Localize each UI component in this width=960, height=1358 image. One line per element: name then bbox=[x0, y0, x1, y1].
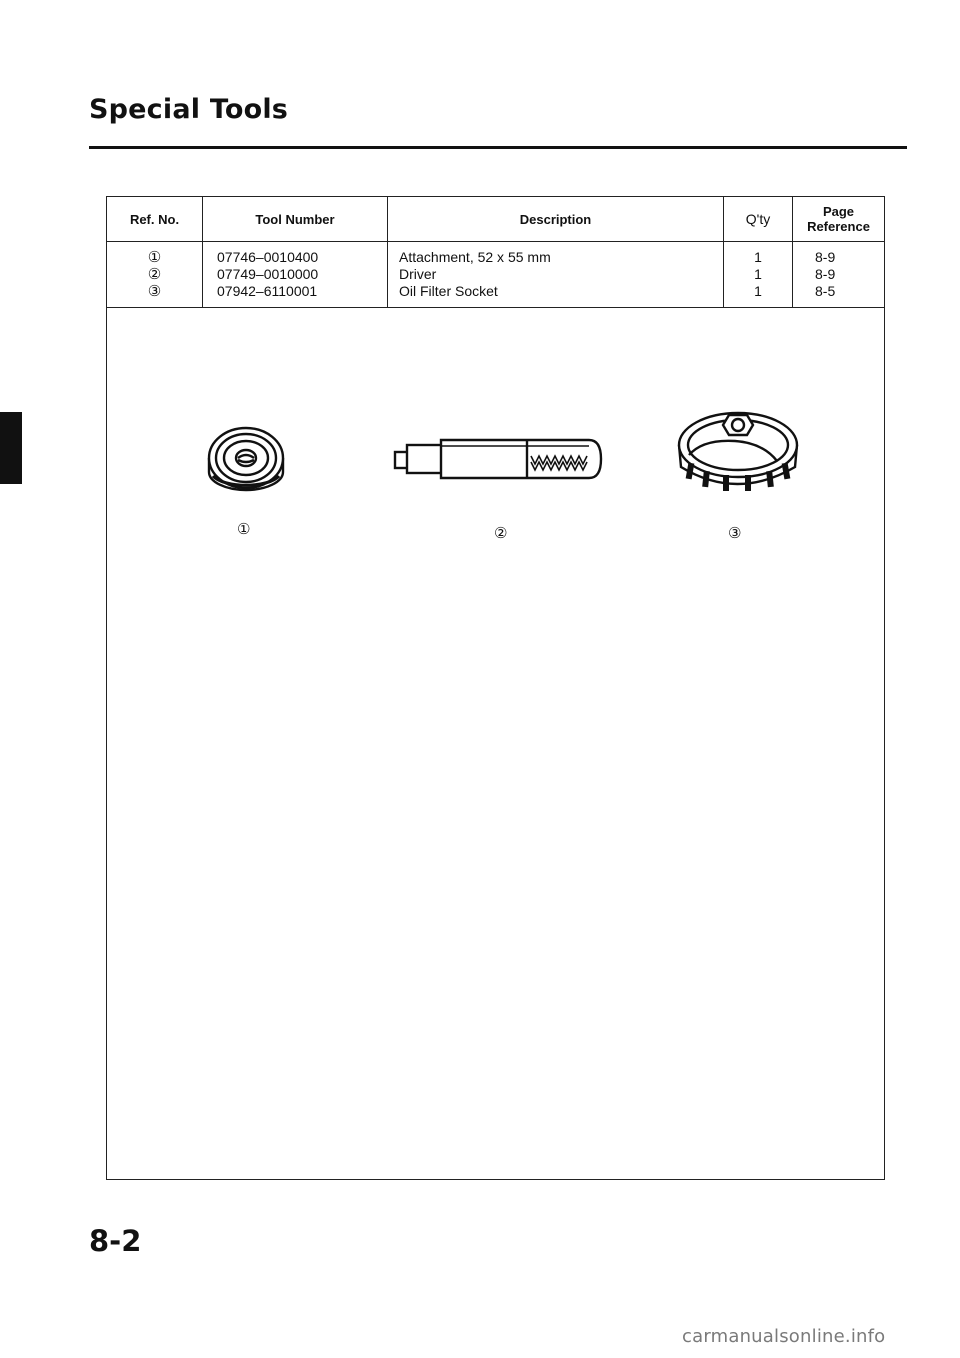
table-row-qty: 1 bbox=[754, 283, 762, 299]
description-cell bbox=[388, 242, 724, 308]
special-tools-table bbox=[107, 197, 884, 308]
table-row-qty: 1 bbox=[754, 249, 762, 265]
attachment-icon bbox=[201, 414, 291, 498]
page-title: Special Tools bbox=[89, 94, 289, 125]
table-row-page-reference: 8-9 bbox=[815, 266, 836, 282]
driver-icon bbox=[389, 428, 609, 490]
table-row-page-reference: 8-5 bbox=[815, 283, 836, 299]
table-row-ref: ② bbox=[147, 265, 162, 283]
header-ref-no: Ref. No. bbox=[107, 197, 203, 242]
section-tab-marker bbox=[0, 412, 22, 484]
table-row-description: Oil Filter Socket bbox=[399, 283, 498, 299]
page-number: 8-2 bbox=[89, 1224, 142, 1258]
table-row-description: Driver bbox=[399, 266, 437, 282]
table-body-row bbox=[107, 242, 884, 308]
table-row-tool-number: 07746–0010400 bbox=[217, 249, 319, 265]
table-row-ref: ① bbox=[147, 248, 162, 266]
table-row-tool-number: 07749–0010000 bbox=[217, 266, 319, 282]
ref-no-cell bbox=[107, 242, 203, 308]
header-description: Description bbox=[388, 197, 724, 242]
table-row-tool-number: 07942–6110001 bbox=[217, 283, 318, 299]
table-row-ref: ③ bbox=[147, 282, 162, 300]
special-tools-frame bbox=[106, 196, 885, 1180]
title-rule bbox=[89, 146, 907, 149]
header-tool-number: Tool Number bbox=[203, 197, 388, 242]
watermark-text: carmanualsonline.info bbox=[682, 1326, 886, 1347]
table-row-qty: 1 bbox=[754, 266, 762, 282]
table-header-row bbox=[107, 197, 884, 242]
page-reference-cell bbox=[793, 242, 885, 308]
qty-cell bbox=[724, 242, 793, 308]
table-row-page-reference: 8-9 bbox=[815, 249, 836, 265]
oil-filter-socket-icon bbox=[673, 405, 803, 499]
header-page-reference: Page Reference bbox=[793, 197, 885, 242]
illustration-label-3: ③ bbox=[728, 524, 742, 542]
table-row-description: Attachment, 52 x 55 mm bbox=[399, 249, 551, 265]
illustration-label-1: ① bbox=[237, 520, 251, 538]
illustration-label-2: ② bbox=[494, 524, 508, 542]
tool-number-cell bbox=[203, 242, 388, 308]
header-qty: Q'ty bbox=[724, 197, 793, 242]
